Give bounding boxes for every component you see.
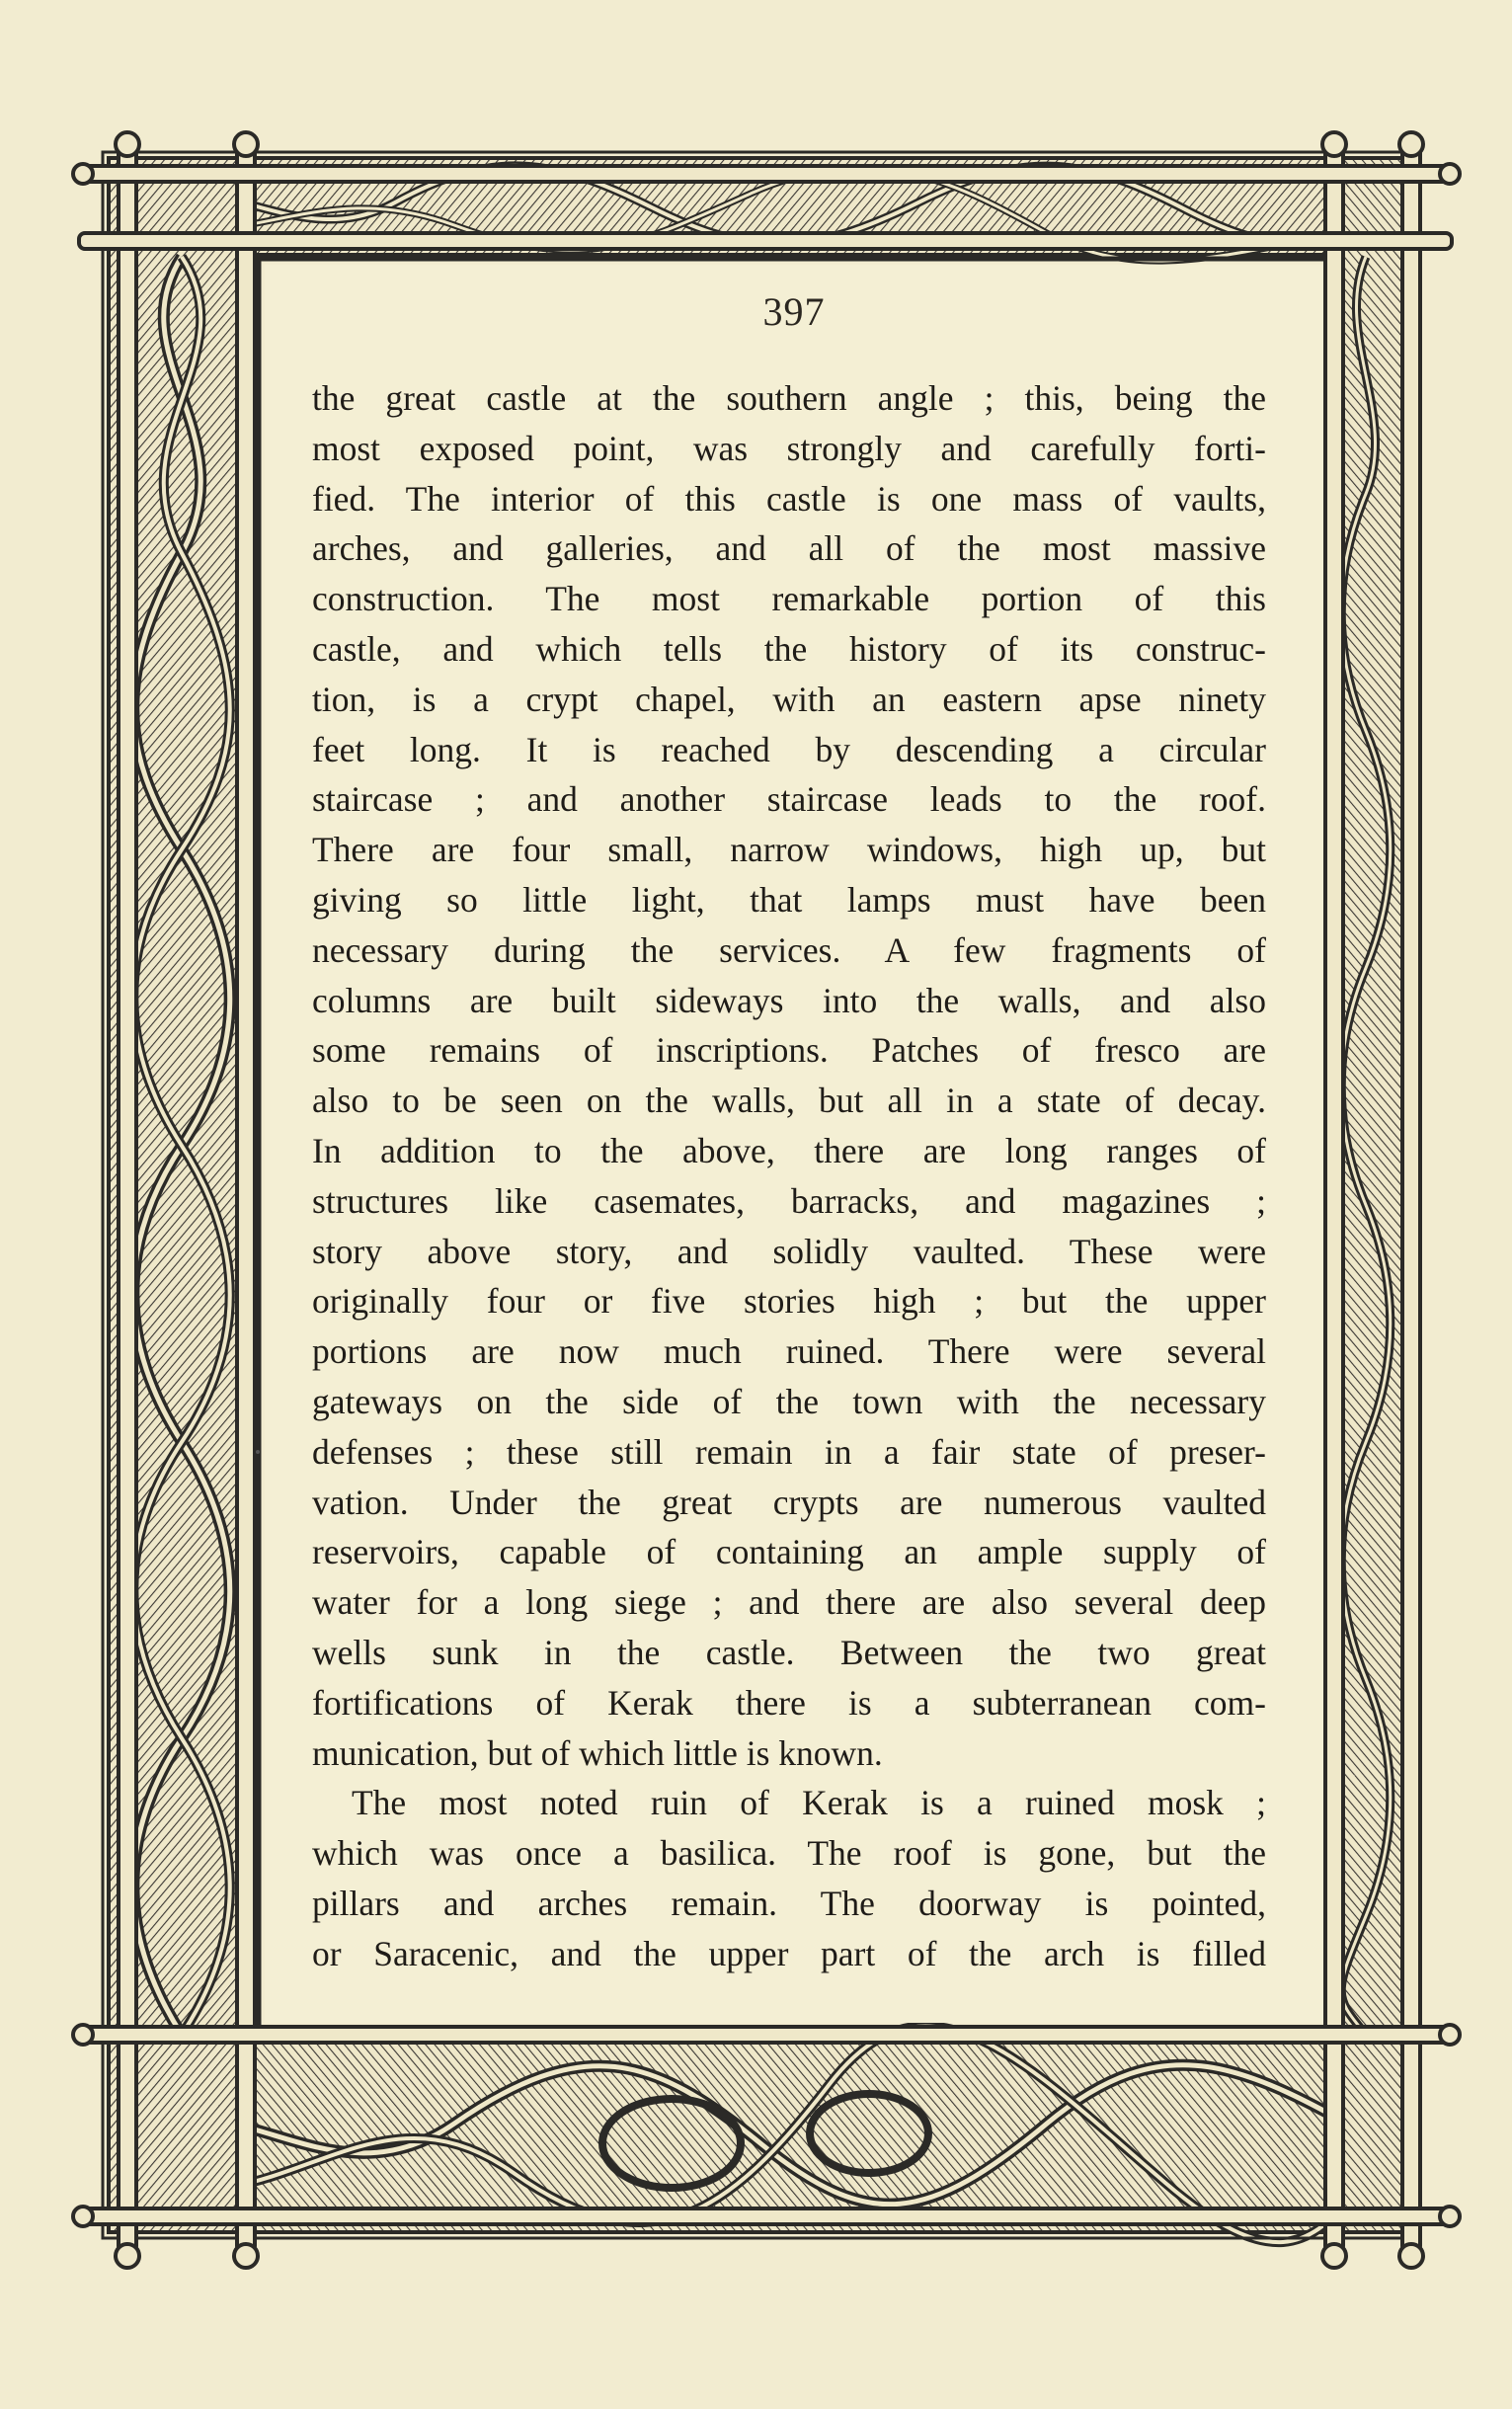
- text-line: arches, and galleries, and all of the most massive: [312, 528, 1266, 569]
- text-line: the great castle at the southern angle ; this, being the: [312, 378, 1266, 418]
- text-panel: [265, 265, 1323, 2023]
- text-line: feet long. It is reached by descending a circular: [312, 729, 1266, 769]
- text-line: There are four small, narrow windows, high up, but: [312, 830, 1266, 870]
- text-line: also to be seen on the walls, but all in a state of decay.: [312, 1081, 1266, 1121]
- text-line: fortifications of Kerak there is a subterranean com-: [312, 1682, 1266, 1723]
- text-line: The most noted ruin of Kerak is a ruined mosk ;: [352, 1783, 1266, 1823]
- text-line: reservoirs, capable of containing an ample supply of: [312, 1532, 1266, 1572]
- text-line: originally four or five stories high ; but the upper: [312, 1281, 1266, 1322]
- text-line: fied. The interior of this castle is one mass of vaults,: [312, 478, 1266, 519]
- text-line: construction. The most remarkable portion of this: [312, 579, 1266, 619]
- page-number: 397: [762, 289, 826, 334]
- text-line: wells sunk in the castle. Between the two great: [312, 1632, 1266, 1672]
- text-line: defenses ; these still remain in a fair state of preser-: [312, 1431, 1266, 1472]
- text-line: portions are now much ruined. There were several: [312, 1331, 1266, 1372]
- text-line: In addition to the above, there are long ranges of: [312, 1130, 1266, 1170]
- text-line: tion, is a crypt chapel, with an eastern apse ninety: [312, 679, 1266, 719]
- text-line: gateways on the side of the town with the necessary: [312, 1381, 1266, 1421]
- body-text: [312, 373, 1266, 1979]
- text-line: or Saracenic, and the upper part of the arch is filled: [312, 1933, 1266, 1973]
- text-line: story above story, and solidly vaulted. These were: [312, 1231, 1266, 1271]
- text-line: some remains of inscriptions. Patches of fresco are: [312, 1030, 1266, 1071]
- text-line: castle, and which tells the history of its construc-: [312, 628, 1266, 669]
- text-line: columns are built sideways into the walls, and also: [312, 980, 1266, 1020]
- text-line: vation. Under the great crypts are numerous vaulted: [312, 1482, 1266, 1522]
- text-line: necessary during the services. A few fragments of: [312, 929, 1266, 970]
- text-line: which was once a basilica. The roof is gone, but the: [312, 1833, 1266, 1874]
- text-line: giving so little light, that lamps must have been: [312, 879, 1266, 920]
- text-line: structures like casemates, barracks, and magazines ;: [312, 1180, 1266, 1221]
- text-line: water for a long siege ; and there are also several deep: [312, 1582, 1266, 1623]
- text-line: staircase ; and another staircase leads to the roof.: [312, 779, 1266, 820]
- text-line: most exposed point, was strongly and carefully forti-: [312, 428, 1266, 468]
- text-line: pillars and arches remain. The doorway is pointed,: [312, 1883, 1266, 1923]
- margin-mark: [256, 1450, 260, 1454]
- text-line: munication, but of which little is known.: [312, 1732, 883, 1773]
